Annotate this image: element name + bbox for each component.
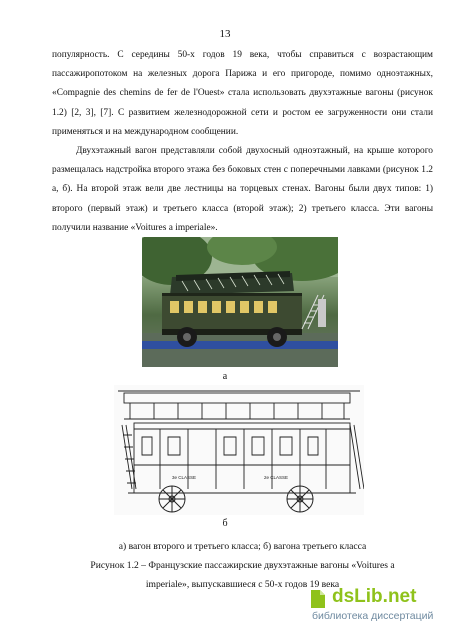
drawing-mark-3rd-class: 3e CLASSE xyxy=(172,475,197,480)
wagon-drawing xyxy=(114,385,364,515)
wagon-technical-drawing xyxy=(114,385,364,515)
paragraph-1 xyxy=(52,46,433,142)
page-number: 13 xyxy=(219,28,231,40)
figure-label-b: б xyxy=(222,518,228,529)
paragraph-1-text: популярность. С середины 50-х годов 19 века, чтобы справиться с возрастающим пассажиропотоком на железных дорога Парижа и его пригороде, помимо одноэтажных, «Compagnie des chemins de fer de l'Ouest» стала использовать двухэтажные вагоны (рисунок 1.2) [2, 3], [7]. С развитием железнодорожной сети и ростом ее загруженности они стали применяться и на международном сообщении. xyxy=(52,50,433,137)
figure-caption-line-3: imperiale», выпускавшиеся с 50-х годов 19 века xyxy=(145,579,340,590)
drawing-mark-2nd-class: 2e CLASSE xyxy=(264,475,289,480)
figure-label-a: а xyxy=(222,371,228,382)
wagon-photo xyxy=(142,237,338,367)
figure-caption-line-1: а) вагон второго и третьего класса; б) вагона третьего класса xyxy=(118,541,367,552)
dslib-logo-icon xyxy=(308,588,328,610)
watermark-tagline: библиотека диссертаций xyxy=(312,610,434,622)
watermark xyxy=(308,588,438,628)
figure-caption-line-2: Рисунок 1.2 – Французские пассажирские двухэтажные вагоны «Voitures a xyxy=(90,560,395,571)
watermark-brand: dsLib.net xyxy=(332,586,417,607)
paragraph-2-text: Двухэтажный вагон представляли собой двухосный одноэтажный, на крыше которого размещалась надстройка второго этажа без боковых стен с поперечными лавками (рисунок 1.2 а, б). На второй этаж вели две лестницы на торцевых стенах. Вагоны были двух типов: 1) второго (первый этаж) и третьего класса (второй этаж); 2) третьего класса. Эти вагоны получили название «Voitures a imperiale». xyxy=(52,146,433,233)
wagon-photo-illustration xyxy=(142,237,338,367)
paragraph-2 xyxy=(52,142,433,238)
